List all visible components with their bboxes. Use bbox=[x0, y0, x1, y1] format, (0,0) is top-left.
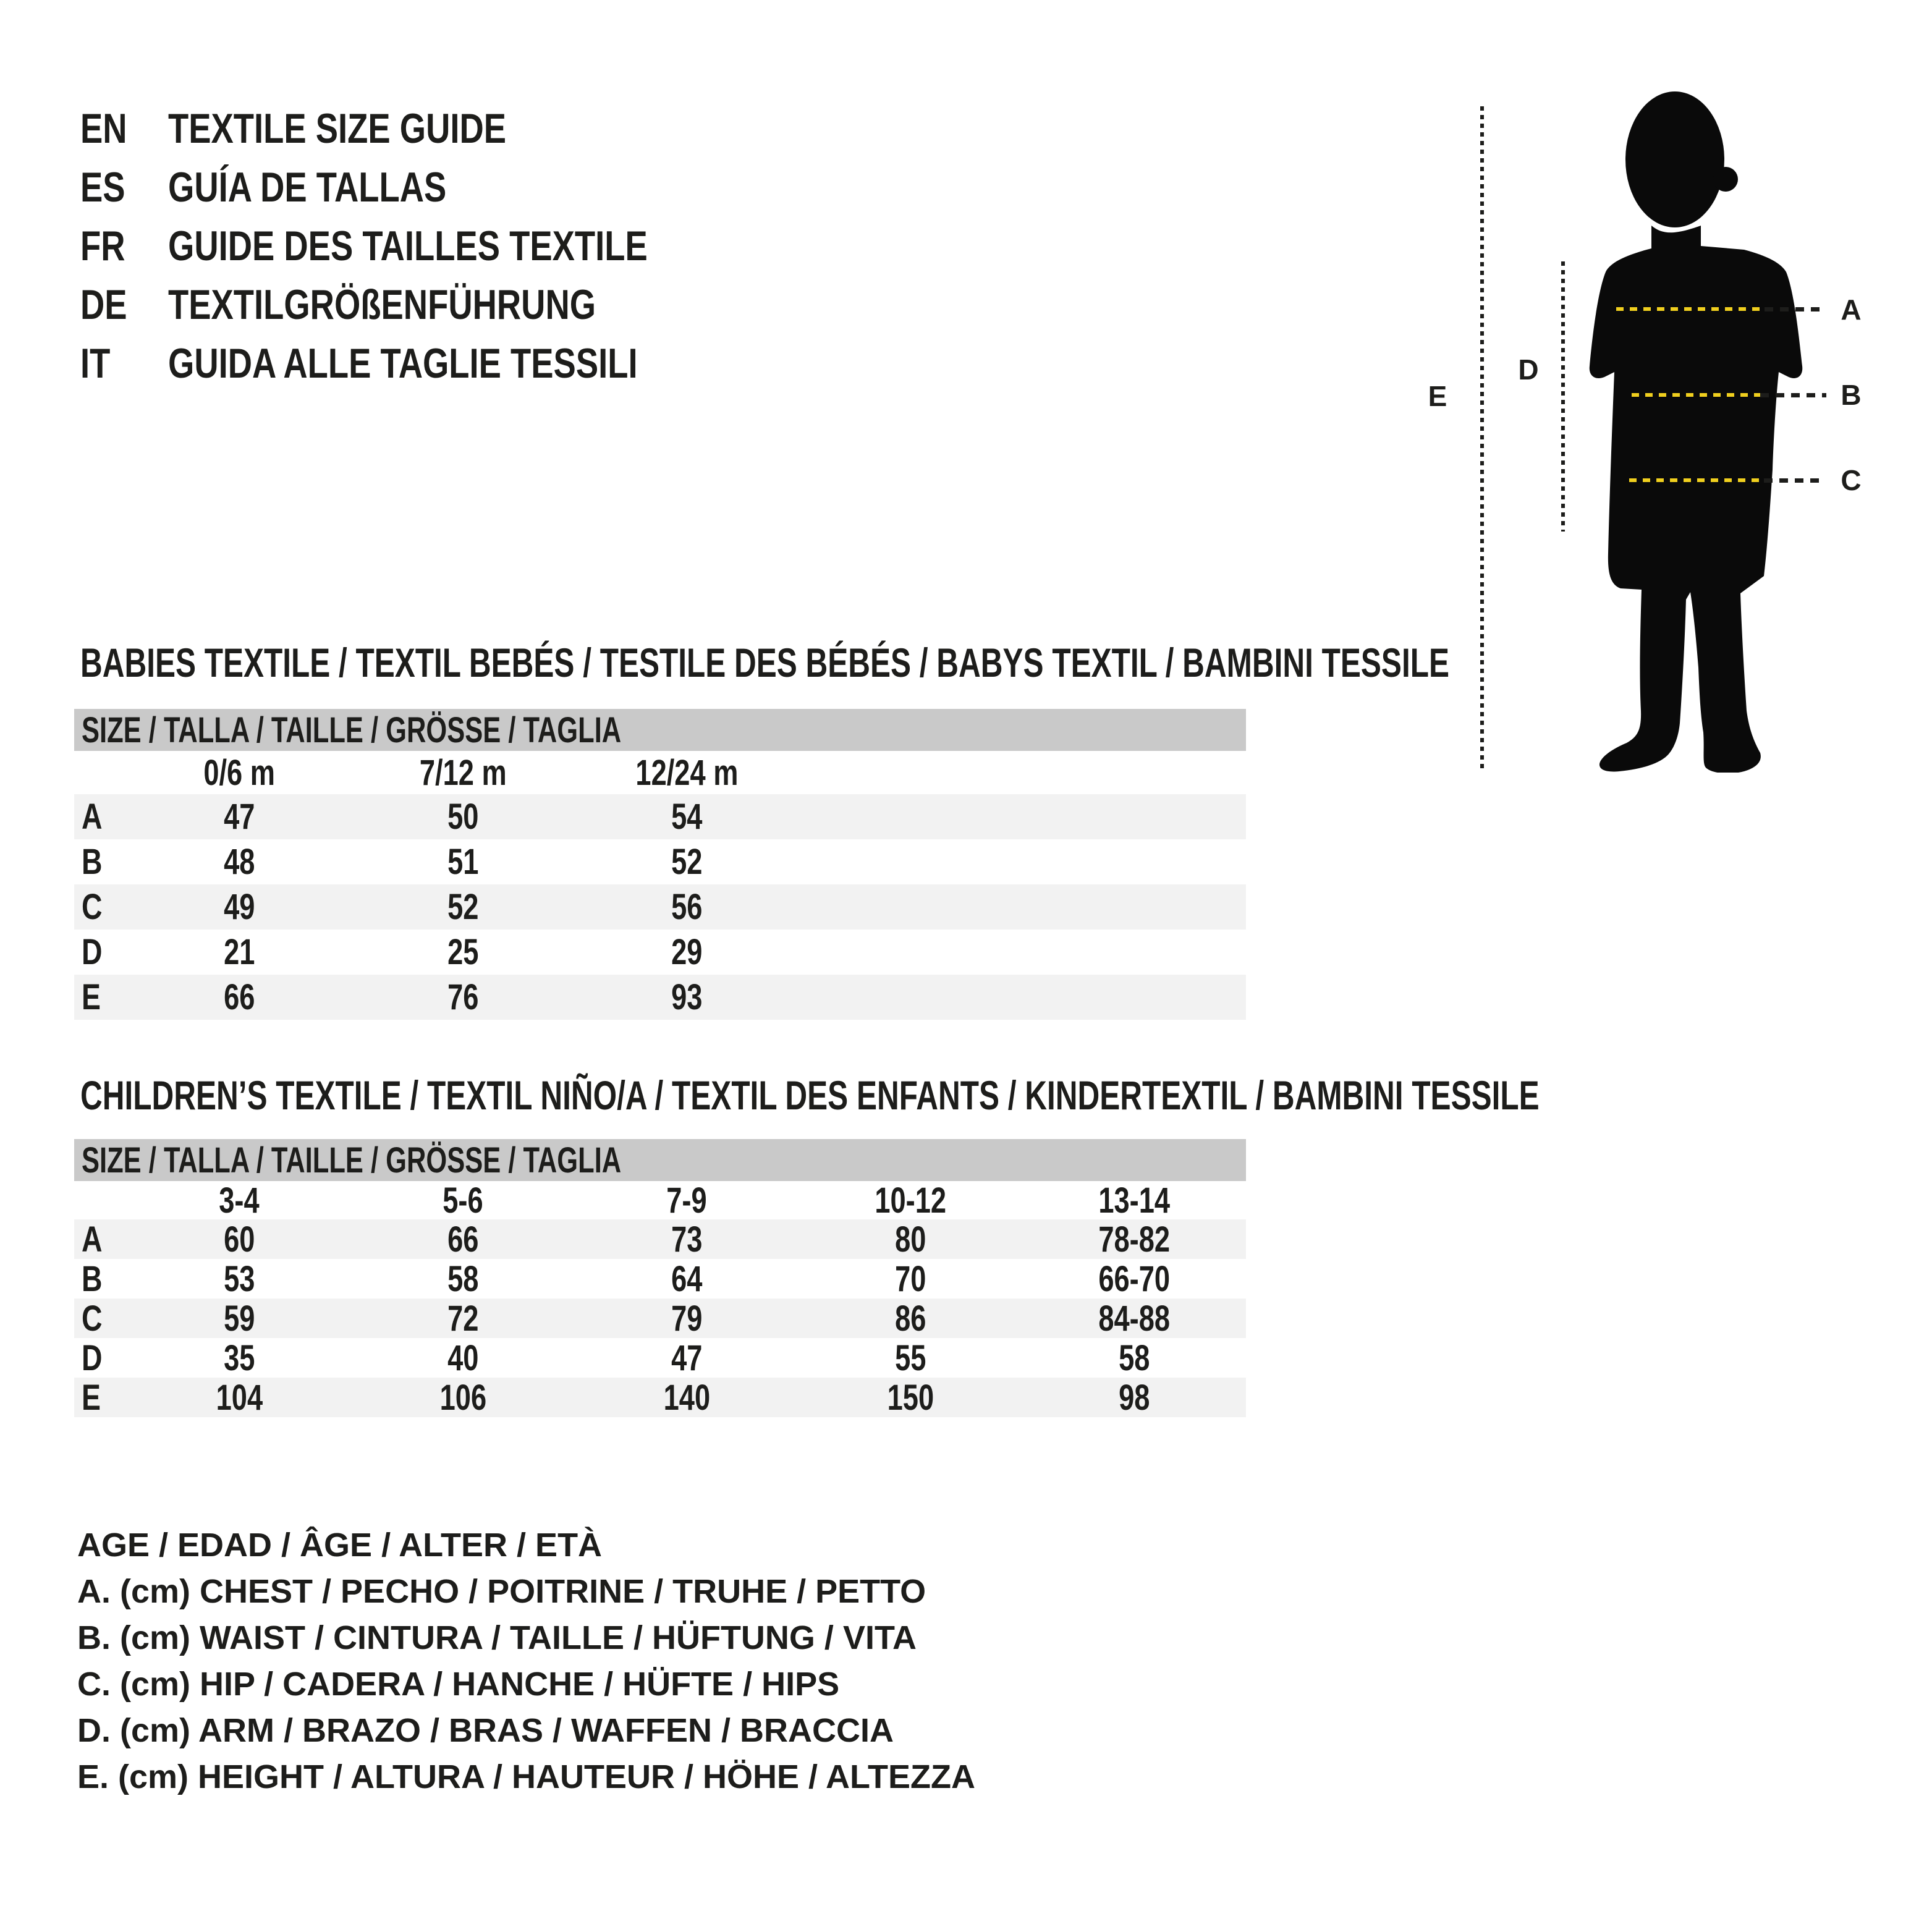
legend-row: E. (cm) HEIGHT / ALTURA / HAUTEUR / HÖHE / ALTEZZA bbox=[77, 1758, 975, 1795]
chest-line-black bbox=[1765, 307, 1826, 311]
table-value: 58 bbox=[1118, 1337, 1150, 1378]
row-label: B bbox=[82, 842, 103, 882]
row-label: D bbox=[82, 932, 103, 972]
table-value: 21 bbox=[223, 932, 255, 972]
table-value: 52 bbox=[351, 884, 575, 930]
arm-measure-line-D bbox=[1561, 261, 1565, 532]
table-value: 73 bbox=[575, 1219, 799, 1259]
language-title: GUIDA ALLE TAGLIE TESSILI bbox=[168, 339, 638, 387]
table-value bbox=[1022, 930, 1246, 975]
children-size-header-bar: SIZE / TALLA / TAILLE / GRÖSSE / TAGLIA bbox=[74, 1139, 1246, 1181]
table-value: 86 bbox=[799, 1299, 1022, 1338]
language-row bbox=[80, 275, 768, 334]
column-header: 12/24 m bbox=[635, 752, 738, 793]
row-label: A bbox=[74, 794, 127, 839]
table-value: 53 bbox=[223, 1258, 255, 1299]
language-row bbox=[80, 158, 768, 216]
figure-label-D: D bbox=[1518, 354, 1539, 386]
legend-row: D. (cm) ARM / BRAZO / BRAS / WAFFEN / BRACCIA bbox=[77, 1711, 894, 1749]
language-row bbox=[80, 216, 768, 275]
column-header-spacer bbox=[74, 1181, 127, 1219]
waist-line-black bbox=[1760, 393, 1826, 397]
table-value: 35 bbox=[223, 1337, 255, 1378]
table-value: 51 bbox=[447, 842, 479, 882]
language-title-list bbox=[80, 99, 768, 392]
table-value: 56 bbox=[575, 884, 799, 930]
table-value: 40 bbox=[447, 1337, 479, 1378]
table-value: 72 bbox=[351, 1299, 575, 1338]
table-value: 49 bbox=[127, 884, 351, 930]
hip-line-black bbox=[1764, 478, 1826, 483]
babies-size-table bbox=[74, 709, 1246, 1020]
language-code: ES bbox=[80, 163, 125, 211]
table-value: 47 bbox=[127, 794, 351, 839]
hip-line-yellow bbox=[1629, 478, 1764, 482]
column-header: 3-4 bbox=[219, 1180, 260, 1221]
table-value: 79 bbox=[575, 1299, 799, 1338]
figure-label-C: C bbox=[1841, 464, 1862, 496]
legend-row: A. (cm) CHEST / PECHO / POITRINE / TRUHE / PETTO bbox=[77, 1572, 926, 1610]
table-value: 60 bbox=[127, 1219, 351, 1259]
row-label: B bbox=[82, 1258, 103, 1299]
column-header: 7/12 m bbox=[419, 752, 507, 793]
row-label: E bbox=[74, 975, 127, 1020]
table-value: 55 bbox=[894, 1337, 926, 1378]
table-value bbox=[799, 930, 1022, 975]
language-title: GUÍA DE TALLAS bbox=[168, 163, 447, 211]
table-value: 84-88 bbox=[1022, 1299, 1246, 1338]
table-value: 66-70 bbox=[1098, 1258, 1170, 1299]
waist-line-yellow bbox=[1632, 393, 1760, 397]
chest-line-yellow bbox=[1616, 307, 1765, 311]
table-value bbox=[1022, 975, 1246, 1020]
row-label: C bbox=[74, 1299, 127, 1338]
silhouette-head bbox=[1625, 91, 1724, 227]
language-code: EN bbox=[80, 104, 127, 152]
column-header: 7-9 bbox=[666, 1180, 707, 1221]
table-value: 54 bbox=[575, 794, 799, 839]
language-row bbox=[80, 99, 768, 158]
table-value bbox=[799, 884, 1022, 930]
table-value bbox=[799, 975, 1022, 1020]
column-header bbox=[799, 751, 1022, 794]
children-section-title: CHILDREN’S TEXTILE / TEXTIL NIÑO/A / TEXTIL DES ENFANTS / KINDERTEXTIL / BAMBINI TESSILE bbox=[80, 1072, 1540, 1118]
column-header bbox=[1022, 751, 1246, 794]
figure-label-B: B bbox=[1841, 379, 1862, 411]
language-title: TEXTILE SIZE GUIDE bbox=[168, 104, 507, 152]
table-value: 93 bbox=[575, 975, 799, 1020]
table-value bbox=[1022, 884, 1246, 930]
row-label: A bbox=[74, 1219, 127, 1259]
figure-label-E: E bbox=[1428, 380, 1447, 412]
table-value: 59 bbox=[127, 1299, 351, 1338]
table-value: 78-82 bbox=[1022, 1219, 1246, 1259]
table-value: 98 bbox=[1022, 1378, 1246, 1417]
table-value bbox=[799, 794, 1022, 839]
table-value: 76 bbox=[351, 975, 575, 1020]
row-label: D bbox=[82, 1337, 103, 1378]
table-value: 66 bbox=[351, 1219, 575, 1259]
table-value: 70 bbox=[894, 1258, 926, 1299]
table-value bbox=[1022, 794, 1246, 839]
table-value: 66 bbox=[127, 975, 351, 1020]
table-value: 104 bbox=[127, 1378, 351, 1417]
babies-section-title: BABIES TEXTILE / TEXTIL BEBÉS / TESTILE DES BÉBÉS / BABYS TEXTIL / BAMBINI TESSILE bbox=[80, 640, 1449, 685]
language-code: DE bbox=[80, 281, 127, 328]
column-header-spacer bbox=[74, 751, 127, 794]
table-value: 80 bbox=[799, 1219, 1022, 1259]
column-header: 10-12 bbox=[875, 1180, 946, 1221]
table-value: 29 bbox=[671, 932, 703, 972]
table-value: 52 bbox=[671, 842, 703, 882]
column-header: 13-14 bbox=[1098, 1180, 1170, 1221]
column-header: 0/6 m bbox=[203, 752, 275, 793]
table-value: 58 bbox=[447, 1258, 479, 1299]
table-value bbox=[1022, 839, 1246, 884]
language-code: IT bbox=[80, 339, 111, 387]
language-title: TEXTILGRÖßENFÜHRUNG bbox=[168, 281, 596, 328]
measurement-legend bbox=[77, 1522, 975, 1800]
table-value: 48 bbox=[223, 842, 255, 882]
table-value: 47 bbox=[671, 1337, 703, 1378]
table-value: 50 bbox=[351, 794, 575, 839]
children-size-table bbox=[74, 1139, 1246, 1417]
figure-label-A: A bbox=[1841, 294, 1862, 326]
language-row bbox=[80, 334, 768, 392]
row-label: C bbox=[74, 884, 127, 930]
column-header: 5-6 bbox=[443, 1180, 483, 1221]
table-value: 150 bbox=[799, 1378, 1022, 1417]
table-value: 140 bbox=[575, 1378, 799, 1417]
silhouette-ear bbox=[1713, 167, 1738, 192]
legend-row: C. (cm) HIP / CADERA / HANCHE / HÜFTE / HIPS bbox=[77, 1665, 840, 1703]
legend-row: B. (cm) WAIST / CINTURA / TAILLE / HÜFTUNG / VITA bbox=[77, 1619, 917, 1656]
table-value: 25 bbox=[447, 932, 479, 972]
table-value: 106 bbox=[351, 1378, 575, 1417]
language-title: GUIDE DES TAILLES TEXTILE bbox=[168, 222, 648, 269]
legend-row: AGE / EDAD / ÂGE / ALTER / ETÀ bbox=[77, 1526, 603, 1564]
language-code: FR bbox=[80, 222, 125, 269]
babies-size-header-bar: SIZE / TALLA / TAILLE / GRÖSSE / TAGLIA bbox=[74, 709, 1246, 751]
row-label: E bbox=[74, 1378, 127, 1417]
table-value: 64 bbox=[671, 1258, 703, 1299]
table-value bbox=[799, 839, 1022, 884]
